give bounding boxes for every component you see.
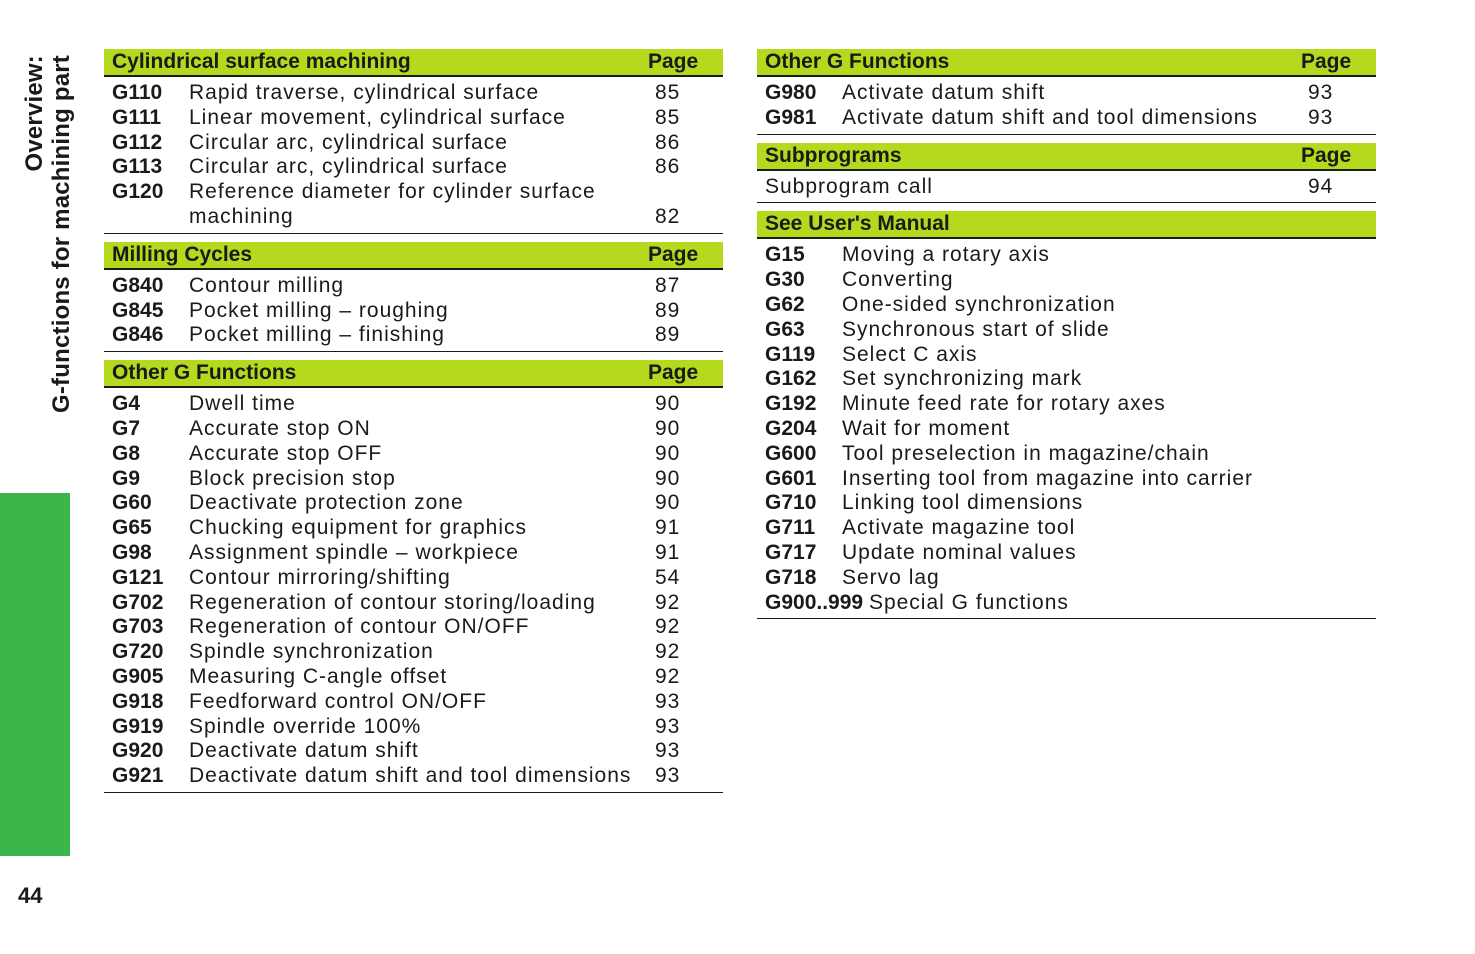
page-reference: 86 <box>655 155 681 179</box>
section-header <box>757 49 1376 77</box>
table-row <box>104 715 723 740</box>
g-code: G30 <box>765 268 805 292</box>
page-reference: 82 <box>655 204 681 228</box>
function-description: Minute feed rate for rotary axes <box>842 392 1166 416</box>
table-row <box>104 640 723 665</box>
g-code: G921 <box>112 764 164 788</box>
function-description: Contour mirroring/shifting <box>189 565 451 589</box>
function-description: Chucking equipment for graphics <box>189 516 528 540</box>
function-description: Reference diameter for cylinder surface machining <box>189 180 596 228</box>
g-code: G905 <box>112 664 164 688</box>
function-description: Circular arc, cylindrical surface <box>189 130 508 154</box>
page-reference: 90 <box>655 441 681 465</box>
table-row <box>757 367 1376 392</box>
table-row <box>757 467 1376 492</box>
g-code: G900..999 <box>765 590 864 614</box>
table-row <box>757 81 1376 106</box>
table-row <box>757 566 1376 591</box>
g-code: G710 <box>765 491 817 515</box>
table-row <box>757 442 1376 467</box>
function-description: Deactivate protection zone <box>189 491 464 515</box>
section-title: Subprograms <box>765 143 902 167</box>
function-description: Special G functions <box>868 590 1069 614</box>
g-code: G4 <box>112 392 141 416</box>
g-code: G112 <box>112 130 163 154</box>
section-users-manual <box>757 211 1376 619</box>
g-code: G846 <box>112 323 164 347</box>
g-code: G110 <box>112 81 163 104</box>
table-row <box>104 155 723 180</box>
function-description: Inserting tool from magazine into carrier <box>842 466 1253 490</box>
g-code: G63 <box>765 317 805 341</box>
table-row <box>757 293 1376 318</box>
g-code: G717 <box>765 540 817 564</box>
page-column-label: Page <box>648 242 699 266</box>
page-reference: 86 <box>655 130 681 154</box>
table-row <box>104 417 723 442</box>
table-row <box>104 467 723 492</box>
table-row <box>757 106 1376 131</box>
left-column <box>104 49 723 801</box>
page-reference: 93 <box>655 739 681 763</box>
g-code: G60 <box>112 491 152 515</box>
section-title: Milling Cycles <box>112 242 253 266</box>
g-code: G111 <box>112 105 162 129</box>
section-title: See User's Manual <box>765 212 950 236</box>
page-reference: 89 <box>655 298 681 322</box>
table-row <box>104 541 723 566</box>
page-number: 44 <box>18 883 43 908</box>
section-cylindrical <box>104 49 723 234</box>
g-code: G7 <box>112 416 141 440</box>
section-header <box>104 242 723 270</box>
table-row <box>104 392 723 417</box>
table-row <box>104 81 723 106</box>
table-row <box>104 180 723 230</box>
function-description: Tool preselection in magazine/chain <box>842 441 1210 465</box>
g-code: G65 <box>112 516 152 540</box>
table-row <box>104 106 723 131</box>
section-rows <box>757 77 1376 135</box>
page-column-label: Page <box>1301 50 1352 73</box>
page-reference: 90 <box>655 392 681 416</box>
table-row <box>104 274 723 299</box>
chapter-tab <box>0 493 70 856</box>
page-reference: 89 <box>655 323 681 347</box>
page-reference: 92 <box>655 640 681 664</box>
page-reference: 87 <box>655 273 681 297</box>
g-code: G840 <box>112 273 164 297</box>
section-title: Other G Functions <box>112 361 297 385</box>
table-row <box>104 442 723 467</box>
g-code: G162 <box>765 367 817 391</box>
page-reference: 90 <box>655 416 681 440</box>
g-code: G121 <box>112 565 164 589</box>
table-row <box>757 175 1376 200</box>
section-title: Other G Functions <box>765 50 950 73</box>
g-code: G15 <box>765 243 805 267</box>
section-rows <box>104 77 723 234</box>
table-row <box>104 131 723 156</box>
table-row <box>104 566 723 591</box>
page-reference: 85 <box>655 105 681 129</box>
table-row <box>757 491 1376 516</box>
section-rows <box>757 171 1376 204</box>
page-reference: 93 <box>655 714 681 738</box>
function-description: Subprogram call <box>765 174 933 198</box>
page-reference: 92 <box>655 664 681 688</box>
g-code: G601 <box>765 466 817 490</box>
function-description: Converting <box>842 268 954 292</box>
g-code: G62 <box>765 292 805 316</box>
g-code: G919 <box>112 714 164 738</box>
table-row <box>757 417 1376 442</box>
table-row <box>757 541 1376 566</box>
table-row <box>104 665 723 690</box>
table-row <box>104 516 723 541</box>
page-column-label: Page <box>1301 143 1352 167</box>
function-description: Feedforward control ON/OFF <box>189 689 487 713</box>
function-description: Pocket milling – finishing <box>189 323 445 347</box>
g-code: G204 <box>765 416 817 440</box>
g-code: G918 <box>112 689 164 713</box>
page-column-label: Page <box>648 361 699 385</box>
function-description: Linking tool dimensions <box>842 491 1084 515</box>
g-code: G120 <box>112 180 164 204</box>
function-description: Moving a rotary axis <box>842 243 1050 267</box>
function-description: Servo lag <box>842 565 940 589</box>
function-description: Wait for moment <box>842 416 1011 440</box>
g-code: G8 <box>112 441 141 465</box>
function-description: Measuring C-angle offset <box>189 664 448 688</box>
g-code: G981 <box>765 105 817 129</box>
g-code: G980 <box>765 81 817 104</box>
function-description: Set synchronizing mark <box>842 367 1083 391</box>
g-code: G703 <box>112 615 164 639</box>
side-title-line2: G-functions for machining part <box>48 55 75 413</box>
function-description: Regeneration of contour storing/loading <box>189 590 596 614</box>
function-description: Accurate stop OFF <box>189 441 383 465</box>
table-row <box>104 323 723 348</box>
page-reference: 91 <box>655 516 681 540</box>
table-row <box>757 268 1376 293</box>
function-description: One-sided synchronization <box>842 292 1116 316</box>
section-rows <box>104 270 723 352</box>
function-description: Pocket milling – roughing <box>189 298 449 322</box>
g-code: G711 <box>765 516 816 540</box>
table-row <box>104 764 723 789</box>
page-reference: 54 <box>655 565 681 589</box>
function-description: Select C axis <box>842 342 978 366</box>
section-header <box>757 211 1376 239</box>
section-header <box>104 49 723 77</box>
function-description: Activate datum shift and tool dimensions <box>842 105 1258 129</box>
page-column-label: Page <box>648 50 699 73</box>
g-code: G98 <box>112 540 152 564</box>
page-reference: 92 <box>655 615 681 639</box>
g-code: G192 <box>765 392 817 416</box>
table-row <box>104 591 723 616</box>
page-reference: 93 <box>655 764 681 788</box>
table-row <box>104 299 723 324</box>
function-description: Rapid traverse, cylindrical surface <box>189 81 540 104</box>
table-row <box>757 516 1376 541</box>
g-code: G702 <box>112 590 164 614</box>
function-description: Activate magazine tool <box>842 516 1076 540</box>
g-code: G718 <box>765 565 817 589</box>
function-description: Accurate stop ON <box>189 416 371 440</box>
function-description: Update nominal values <box>842 540 1077 564</box>
g-code: G600 <box>765 441 817 465</box>
table-row <box>104 739 723 764</box>
function-description: Spindle override 100% <box>189 714 422 738</box>
page-reference: 93 <box>655 689 681 713</box>
page-reference: 85 <box>655 81 681 104</box>
page-reference: 93 <box>1308 81 1334 104</box>
function-description: Regeneration of contour ON/OFF <box>189 615 530 639</box>
page-reference: 94 <box>1308 174 1334 198</box>
page-reference: 91 <box>655 540 681 564</box>
table-row <box>757 591 1376 616</box>
side-title-line1: Overview: <box>21 55 48 172</box>
page-reference: 93 <box>1308 105 1334 129</box>
section-header <box>104 360 723 388</box>
table-row <box>104 491 723 516</box>
table-row <box>757 343 1376 368</box>
table-row <box>757 243 1376 268</box>
function-description: Circular arc, cylindrical surface <box>189 155 508 179</box>
table-row <box>104 615 723 640</box>
section-milling <box>104 242 723 352</box>
table-row <box>757 318 1376 343</box>
function-description: Activate datum shift <box>842 81 1046 104</box>
section-rows <box>104 388 723 793</box>
right-column <box>757 49 1376 627</box>
section-header <box>757 143 1376 171</box>
function-description: Contour milling <box>189 273 345 297</box>
section-subprograms <box>757 143 1376 204</box>
g-code: G920 <box>112 739 164 763</box>
g-code: G720 <box>112 640 164 664</box>
g-code: G119 <box>765 342 816 366</box>
side-title <box>18 55 78 455</box>
function-description: Block precision stop <box>189 466 396 490</box>
g-code: G113 <box>112 155 163 179</box>
function-description: Spindle synchronization <box>189 640 434 664</box>
function-description: Linear movement, cylindrical surface <box>189 105 566 129</box>
section-rows <box>757 239 1376 619</box>
section-other-g-functions <box>757 49 1376 135</box>
function-description: Synchronous start of slide <box>842 317 1110 341</box>
section-title: Cylindrical surface machining <box>112 50 411 73</box>
table-row <box>104 690 723 715</box>
section-other-g-functions <box>104 360 723 793</box>
g-code: G845 <box>112 298 164 322</box>
function-description: Deactivate datum shift and tool dimensions <box>189 764 632 788</box>
page-reference: 90 <box>655 491 681 515</box>
page-reference: 92 <box>655 590 681 614</box>
function-description: Deactivate datum shift <box>189 739 419 763</box>
page-reference: 90 <box>655 466 681 490</box>
g-code: G9 <box>112 466 141 490</box>
function-description: Assignment spindle – workpiece <box>189 540 519 564</box>
function-description: Dwell time <box>189 392 296 416</box>
table-row <box>757 392 1376 417</box>
